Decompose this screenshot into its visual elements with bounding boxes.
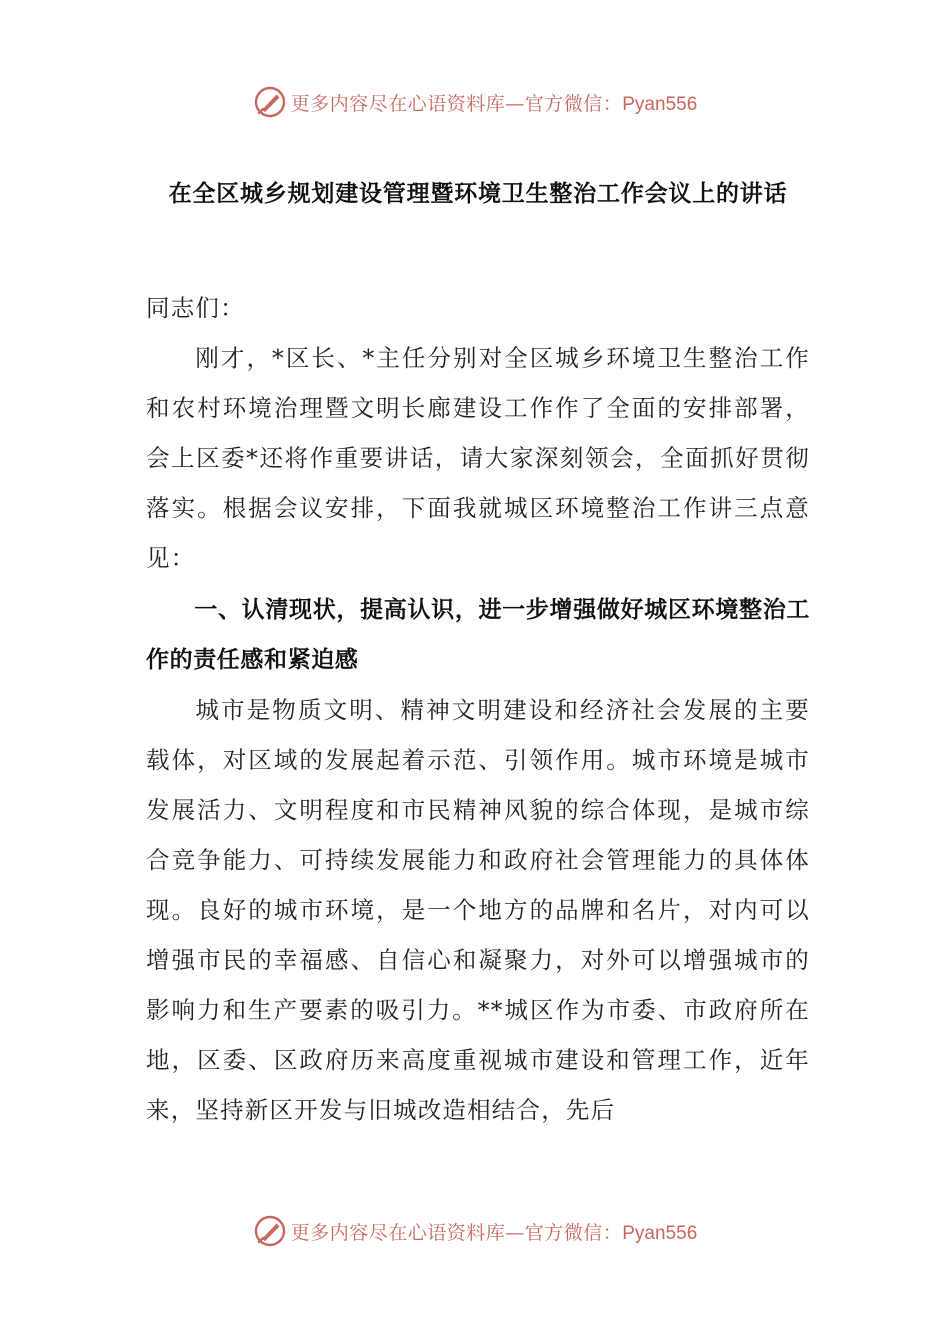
watermark-text: 更多内容尽在心语资料库—官方微信：Pyan556 [290, 92, 698, 115]
document-title: 在全区城乡规划建设管理暨环境卫生整治工作会议上的讲话 [168, 181, 788, 207]
watermark-text: 更多内容尽在心语资料库—官方微信：Pyan556 [290, 1221, 698, 1244]
salutation: 同志们： [146, 294, 245, 322]
quill-pen-circle-icon [253, 85, 287, 119]
paragraph: 城市是物质文明、精神文明建设和经济社会发展的主要载体，对区域的发展起着示范、引领作用。城市环境是城市发展活力、文明程度和市民精神风貌的综合体现，是城市综合竞争能力、可持续发展能力和政府社会管理能力的具体体现。良好的城市环境，是一个地方的品牌和名片，对内可以增强市民的幸福感、自信心和凝聚力，对外可以增强城市的影响力和生产要素的吸引力。**城区作为市委、市政府所在地，区委、区政府历来高度重视城市建设和管理工作，近年来，坚持新区开发与旧城改造相结合，先后 [146, 696, 810, 1124]
paragraph: 刚才，*区长、*主任分别对全区城乡环境卫生整治工作和农村环境治理暨文明长廊建设工作作了全面的安排部署，会上区委*还将作重要讲话，请大家深刻领会，全面抓好贯彻落实。根据会议安排，下面我就城区环境整治工作讲三点意见： [146, 344, 810, 572]
watermark-wechat-id: Pyan556 [622, 93, 698, 115]
footer-watermark [0, 1211, 950, 1251]
watermark-wechat-id: Pyan556 [622, 1222, 698, 1244]
quill-pen-circle-icon [253, 1214, 287, 1248]
section-heading: 一、认清现状，提高认识，进一步增强做好城区环境整治工作的责任感和紧迫感 [146, 597, 810, 673]
document-body [146, 283, 810, 1135]
header-watermark [0, 82, 950, 122]
